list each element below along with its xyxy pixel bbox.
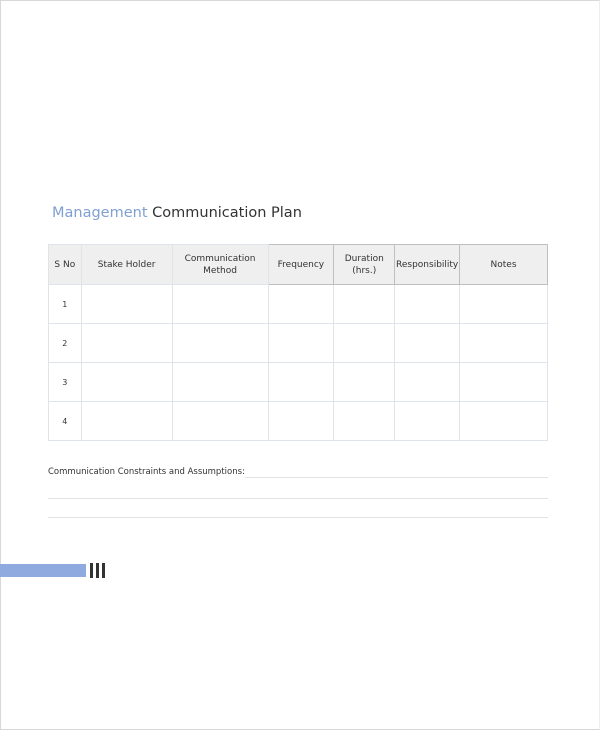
communication-plan-table [48,244,548,441]
decorative-tick [90,563,93,578]
decorative-tick [96,563,99,578]
cell[interactable] [334,363,395,402]
cell[interactable] [172,324,268,363]
constraints-line-1[interactable] [245,477,548,478]
header-duration: Duration (hrs.) [334,245,395,285]
table-row [49,324,548,363]
table-row [49,285,548,324]
cell[interactable] [395,324,460,363]
cell[interactable] [81,285,172,324]
decorative-tick [102,563,105,578]
header-frequency: Frequency [268,245,334,285]
cell[interactable] [172,285,268,324]
header-s-no: S No [49,245,82,285]
cell[interactable] [460,363,548,402]
row-number: 1 [49,285,82,324]
title-rest: Communication Plan [152,205,302,221]
page-title [52,205,302,221]
cell[interactable] [268,363,334,402]
cell[interactable] [395,402,460,441]
cell[interactable] [460,285,548,324]
constraints-line-2[interactable] [48,498,548,499]
cell[interactable] [172,402,268,441]
cell[interactable] [460,324,548,363]
title-accent: Management [52,205,148,221]
cell[interactable] [334,324,395,363]
table-row [49,363,548,402]
cell[interactable] [334,285,395,324]
cell[interactable] [395,363,460,402]
header-responsibility: Responsibility [395,245,460,285]
row-number: 2 [49,324,82,363]
row-number: 4 [49,402,82,441]
constraints-line-3[interactable] [48,517,548,518]
cell[interactable] [81,402,172,441]
cell[interactable] [81,324,172,363]
cell[interactable] [268,324,334,363]
cell[interactable] [81,363,172,402]
cell[interactable] [172,363,268,402]
cell[interactable] [268,285,334,324]
table-row [49,402,548,441]
cell[interactable] [334,402,395,441]
header-notes: Notes [460,245,548,285]
cell[interactable] [395,285,460,324]
table-header-row [49,245,548,285]
cell[interactable] [268,402,334,441]
constraints-label: Communication Constraints and Assumptions: [48,467,245,477]
header-communication-method: Communication Method [172,245,268,285]
row-number: 3 [49,363,82,402]
header-stake-holder: Stake Holder [81,245,172,285]
cell[interactable] [460,402,548,441]
decorative-accent-bar [0,564,86,577]
